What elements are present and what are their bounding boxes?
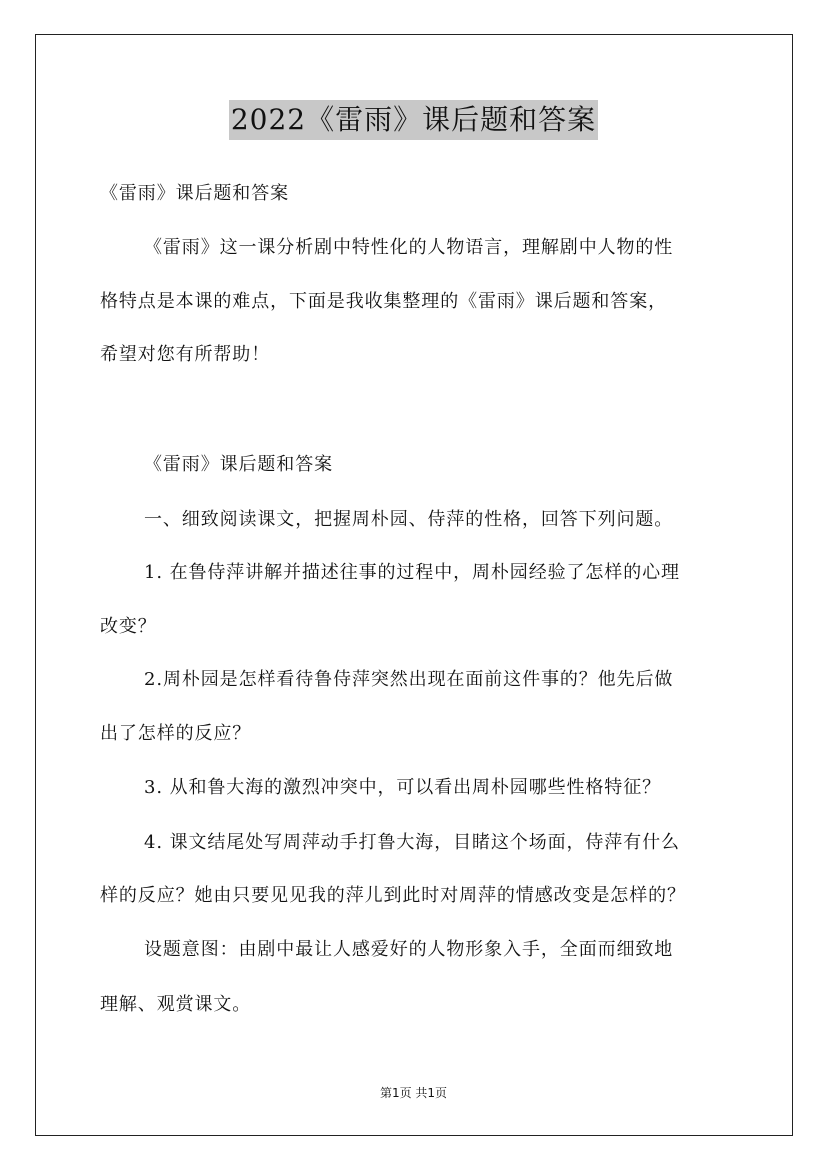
question-line: 3. 从和鲁大海的激烈冲突中，可以看出周朴园哪些性格特征？: [144, 777, 661, 798]
paragraph-line: 一、细致阅读课文，把握周朴园、侍萍的性格，回答下列问题。: [144, 509, 674, 530]
question-line: 出了怎样的反应？: [100, 723, 252, 744]
paragraph-line: 《雷雨》这一课分析剧中特性化的人物语言，理解剧中人物的性: [144, 237, 674, 258]
paragraph-line: 理解、观赏课文。: [100, 994, 252, 1015]
question-line: 4. 课文结尾处写周萍动手打鲁大海，目睹这个场面，侍萍有什么: [144, 832, 680, 853]
document-title: 2022《雷雨》课后题和答案: [229, 100, 598, 140]
paragraph-line: 希望对您有所帮助！: [100, 344, 271, 365]
page-footer: 第1页 共1页: [379, 1086, 448, 1100]
paragraph-line: 设题意图：由剧中最让人感爱好的人物形象入手，全面而细致地: [144, 939, 674, 960]
question-line: 2.周朴园是怎样看待鲁侍萍突然出现在面前这件事的？他先后做: [144, 669, 674, 690]
title-container: [0, 100, 827, 140]
section-heading: 《雷雨》课后题和答案: [144, 454, 333, 475]
paragraph-line: 格特点是本课的难点，下面是我收集整理的《雷雨》课后题和答案，: [100, 291, 667, 312]
question-line: 1. 在鲁侍萍讲解并描述往事的过程中，周朴园经验了怎样的心理: [144, 562, 680, 583]
question-line: 改变？: [100, 616, 157, 637]
question-line: 样的反应？她由只要见见我的萍儿到此时对周萍的情感改变是怎样的？: [100, 885, 686, 906]
subtitle-line: 《雷雨》课后题和答案: [100, 183, 289, 204]
